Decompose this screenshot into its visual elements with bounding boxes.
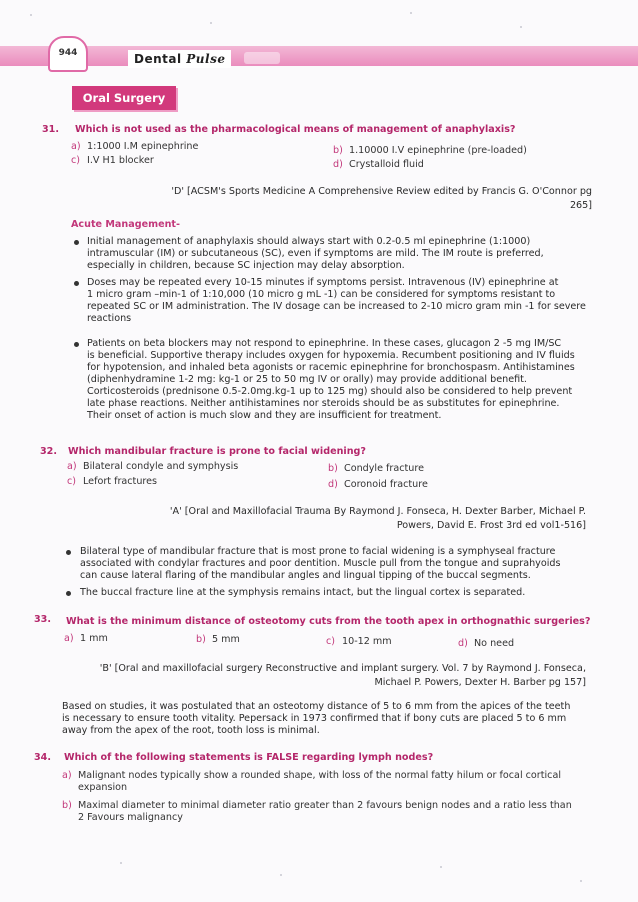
- bullet-line: is beneficial. Supportive therapy includes oxygen for hypoxemia. Recumbent positioning and IV fluids: [87, 350, 575, 361]
- answer-reference: Powers, David E. Frost 3rd ed vol1-516]: [396, 520, 586, 531]
- option-label: c): [326, 636, 336, 647]
- scan-speck: [410, 12, 412, 14]
- bullet-line: Corticosteroids (prednisone 0.5-2.0mg.kg-1 up to 125 mg) should also be considered to help prevent: [87, 386, 573, 397]
- option-text: I.V H1 blocker: [87, 155, 154, 166]
- question-text: What is the minimum distance of osteotomy cuts from the tooth apex in orthognathic surgeries?: [66, 616, 591, 627]
- option-label: d): [333, 159, 343, 170]
- bullet-line: can cause lateral flaring of the mandibular angles and lingual tipping of the buccal segments.: [80, 570, 531, 581]
- option-text: Crystalloid fluid: [349, 159, 424, 170]
- option-label: b): [196, 634, 206, 645]
- page-number: 944: [48, 36, 88, 72]
- scan-speck: [30, 14, 32, 16]
- question-text: Which mandibular fracture is prone to facial widening?: [68, 446, 366, 457]
- bullet-line: Initial management of anaphylaxis should always start with 0.2-0.5 ml epinephrine (1:1000): [87, 236, 531, 247]
- bullet-line: Doses may be repeated every 10-15 minutes if symptoms persist. Intravenous (IV) epinephrine at: [87, 277, 559, 288]
- option-label: a): [67, 461, 77, 472]
- option-text: No need: [474, 638, 515, 649]
- bullet-dot: [66, 591, 71, 596]
- bullet-dot: [74, 342, 79, 347]
- option-label: d): [458, 638, 468, 649]
- option-label: c): [67, 476, 77, 487]
- option-text: expansion: [78, 782, 128, 793]
- option-label: c): [71, 155, 81, 166]
- option-text: Coronoid fracture: [344, 479, 428, 490]
- option-label: b): [62, 800, 72, 811]
- option-text: 10-12 mm: [342, 636, 392, 647]
- option-label: a): [62, 770, 72, 781]
- brand-italic-word: Pulse: [186, 52, 226, 66]
- option-text: Lefort fractures: [83, 476, 158, 487]
- option-text: 5 mm: [212, 634, 240, 645]
- explanation-line: Based on studies, it was postulated that an osteotomy distance of 5 to 6 mm from the apices of the teeth: [62, 701, 571, 712]
- bullet-dot: [66, 550, 71, 555]
- question-number: 33.: [34, 614, 51, 625]
- option-label: a): [71, 141, 81, 152]
- option-label: a): [64, 633, 74, 644]
- option-text: Malignant nodes typically show a rounded shape, with loss of the normal fatty hilum or focal cortical: [78, 770, 561, 781]
- brand-word: Dental: [134, 52, 182, 66]
- answer-reference: Michael P. Powers, Dexter H. Barber pg 157]: [374, 677, 586, 688]
- option-text: 2 Favours malignancy: [78, 812, 183, 823]
- option-label: b): [328, 463, 338, 474]
- answer-reference: 'D' [ACSM's Sports Medicine A Comprehensive Review edited by Francis G. O'Connor pg: [171, 186, 592, 197]
- question-number: 32.: [40, 446, 57, 457]
- question-text: Which of the following statements is FALSE regarding lymph nodes?: [64, 752, 434, 763]
- bullet-line: especially in children, because SC injection may delay absorption.: [87, 260, 405, 271]
- scan-speck: [520, 26, 522, 28]
- subheading: Acute Management-: [71, 219, 180, 230]
- scan-speck: [120, 862, 122, 864]
- scan-speck: [210, 22, 212, 24]
- scan-speck: [440, 866, 442, 868]
- scan-speck: [580, 880, 582, 882]
- option-text: Bilateral condyle and symphysis: [83, 461, 239, 472]
- bullet-line: for hypotension, and inhaled beta agonists or racemic epinephrine for bronchospasm. Antihistamines: [87, 362, 575, 373]
- bullet-line: Their onset of action is much slow and they are insufficient for treatment.: [87, 410, 442, 421]
- explanation-line: away from the apex of the root, tooth loss is minimal.: [62, 725, 320, 736]
- answer-reference: 'B' [Oral and maxillofacial surgery Reconstructive and implant surgery. Vol. 7 by Raymond J. Fonseca,: [99, 663, 586, 674]
- faded-header-mark: [244, 52, 280, 64]
- bullet-line: The buccal fracture line at the symphysis remains intact, but the lingual cortex is separated.: [80, 587, 526, 598]
- bullet-line: associated with condylar fractures and poor dentition. Muscle pull from the tongue and suprahyoids: [80, 558, 561, 569]
- question-text: Which is not used as the pharmacological means of management of anaphylaxis?: [75, 124, 516, 135]
- bullet-line: (diphenhydramine 1-2 mg: kg-1 or 25 to 50 mg IV or orally) may provide additional benefit.: [87, 374, 527, 385]
- bullet-dot: [74, 281, 79, 286]
- section-title: Oral Surgery: [72, 86, 176, 110]
- answer-reference: 'A' [Oral and Maxillofacial Trauma By Raymond J. Fonseca, H. Dexter Barber, Michael P.: [169, 506, 586, 517]
- option-text: Condyle fracture: [344, 463, 424, 474]
- journal-brand: [128, 50, 231, 68]
- bullet-dot: [74, 240, 79, 245]
- scan-speck: [280, 874, 282, 876]
- option-text: Maximal diameter to minimal diameter ratio greater than 2 favours benign nodes and a ratio less than: [78, 800, 572, 811]
- bullet-line: Bilateral type of mandibular fracture that is most prone to facial widening is a symphyseal fracture: [80, 546, 556, 557]
- bullet-line: repeated SC or IM administration. The IV dosage can be increased to 2-10 micro gram min -1 for severe: [87, 301, 586, 312]
- bullet-line: intramuscular (IM) or subcutaneous (SC), even if symptoms are mild. The IM route is preferred,: [87, 248, 544, 259]
- explanation-line: is necessary to ensure tooth vitality. Pepersack in 1973 confirmed that if bony cuts are placed 5 to 6 mm: [62, 713, 567, 724]
- option-text: 1:1000 I.M epinephrine: [87, 141, 199, 152]
- answer-reference: 265]: [569, 200, 592, 211]
- header-band: [0, 46, 638, 66]
- question-number: 31.: [42, 124, 59, 135]
- option-label: b): [333, 145, 343, 156]
- question-number: 34.: [34, 752, 51, 763]
- bullet-line: Patients on beta blockers may not respond to epinephrine. In these cases, glucagon 2 -5 mg IM/SC: [87, 338, 562, 349]
- option-label: d): [328, 479, 338, 490]
- option-text: 1 mm: [80, 633, 108, 644]
- option-text: 1.10000 I.V epinephrine (pre-loaded): [349, 145, 527, 156]
- bullet-line: reactions: [87, 313, 132, 324]
- bullet-line: late phase reactions. Neither antihistamines nor steroids should be as substitutes for epinephrine.: [87, 398, 560, 409]
- bullet-line: 1 micro gram –min-1 of 1:10,000 (10 micro g mL -1) can be considered for symptoms resistant to: [87, 289, 556, 300]
